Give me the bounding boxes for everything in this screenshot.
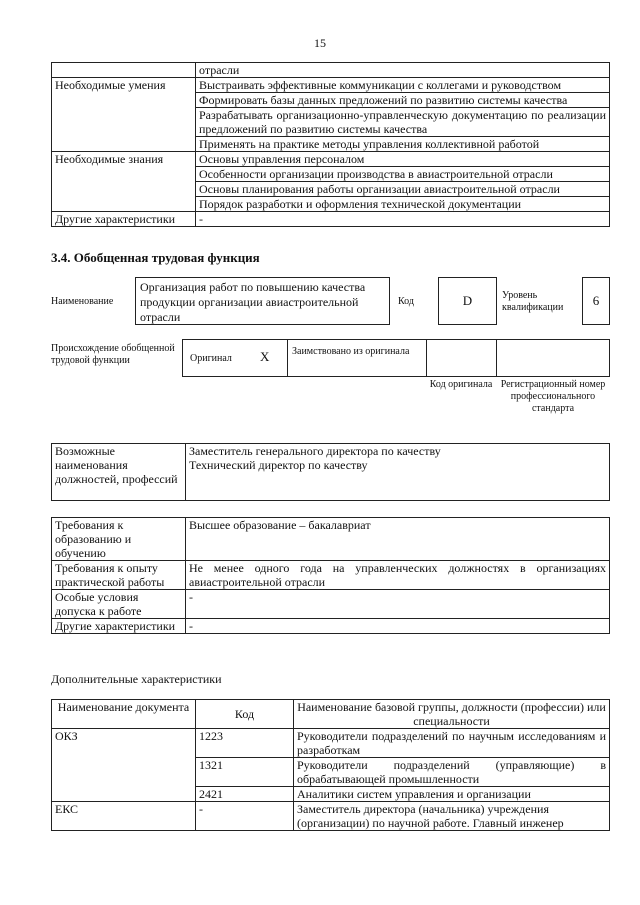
level-box: 6 xyxy=(582,277,610,325)
row-label: Необходимые знания xyxy=(52,152,196,212)
table-row xyxy=(52,444,610,501)
requirements-table xyxy=(51,517,610,634)
header-doc: Наименование документа xyxy=(52,700,196,729)
table-row xyxy=(52,590,610,619)
additional-title: Дополнительные характеристики xyxy=(51,672,222,686)
row-value: - xyxy=(186,590,610,619)
name-label: Наименование xyxy=(51,296,114,307)
row-value: Основы управления персоналом xyxy=(196,152,610,167)
row-value: - xyxy=(196,212,610,227)
row-value: Разрабатывать организационно-управленческую документацию по реализации предложений по развитию системы качества xyxy=(196,108,610,137)
table-header-row xyxy=(52,700,610,729)
origin-divider xyxy=(426,339,427,377)
row-label: Требования к опыту практической работы xyxy=(52,561,186,590)
table-row xyxy=(52,561,610,590)
row-value: Не менее одного года на управленческих должностях в организациях авиастроительной отрасли xyxy=(186,561,610,590)
row-value: Применять на практике методы управления коллективной работой xyxy=(196,137,610,152)
code-box: D xyxy=(438,277,497,325)
cell-code: - xyxy=(196,802,294,831)
row-value: - xyxy=(186,619,610,634)
section-title: 3.4. Обобщенная трудовая функция xyxy=(51,250,260,265)
cell-code: 1321 xyxy=(196,758,294,787)
table-row xyxy=(52,729,610,758)
row-label: Необходимые умения xyxy=(52,78,196,152)
code-caption: Код оригинала xyxy=(429,379,493,390)
position-item: Заместитель генерального директора по качеству xyxy=(189,444,441,458)
row-label: Другие характеристики xyxy=(52,212,196,227)
table-row xyxy=(52,152,610,167)
row-label: Особые условия допуска к работе xyxy=(52,590,186,619)
level-label: Уровень квалификации xyxy=(502,290,564,313)
cell-name: Руководители подразделений по научным исследованиям и разработкам xyxy=(294,729,610,758)
table-row xyxy=(52,518,610,561)
cell-name: Руководители подразделений (управляющие) в обрабатывающей промышленности xyxy=(294,758,610,787)
origin-box xyxy=(182,339,610,377)
origin-label: Происхождение обобщенной трудовой функции xyxy=(51,343,175,366)
row-label: Возможные наименования должностей, профессий xyxy=(52,444,186,501)
cell-code: 1223 xyxy=(196,729,294,758)
table-row xyxy=(52,63,610,78)
table-row xyxy=(52,619,610,634)
code-label: Код xyxy=(398,296,414,307)
row-value: Основы планирования работы организации авиастроительной отрасли xyxy=(196,182,610,197)
row-label: Требования к образованию и обучению xyxy=(52,518,186,561)
table-row xyxy=(52,78,610,93)
cell-name: Заместитель директора (начальника) учреждения (организации) по научной работе. Главный инженер xyxy=(294,802,610,831)
additional-table xyxy=(51,699,610,831)
skills-knowledge-table xyxy=(51,62,610,227)
origin-divider xyxy=(496,339,497,377)
original-mark: X xyxy=(260,349,270,364)
cell-doc: ОКЗ xyxy=(52,729,196,802)
cell-code: 2421 xyxy=(196,787,294,802)
borrowed-label: Заимствовано из оригинала xyxy=(292,346,410,357)
origin-divider xyxy=(287,339,288,377)
row-label: Другие характеристики xyxy=(52,619,186,634)
position-item: Технический директор по качеству xyxy=(189,458,368,472)
function-name-box: Организация работ по повышению качества продукции организации авиастроительной отрасли xyxy=(135,277,390,325)
row-label xyxy=(52,63,196,78)
positions-table xyxy=(51,443,610,501)
table-row xyxy=(52,802,610,831)
row-value: Особенности организации производства в авиастроительной отрасли xyxy=(196,167,610,182)
page-number: 15 xyxy=(314,36,326,50)
row-value: Порядок разработки и оформления технической документации xyxy=(196,197,610,212)
row-value: Высшее образование – бакалавриат xyxy=(186,518,610,561)
cell-name: Аналитики систем управления и организации xyxy=(294,787,610,802)
row-value: Выстраивать эффективные коммуникации с коллегами и руководством xyxy=(196,78,610,93)
cell-doc: ЕКС xyxy=(52,802,196,831)
row-value: Формировать базы данных предложений по развитию системы качества xyxy=(196,93,610,108)
row-value xyxy=(186,444,610,501)
original-label: Оригинал xyxy=(190,353,232,364)
reg-caption: Регистрационный номер профессионального стандарта xyxy=(500,379,606,414)
header-code: Код xyxy=(196,700,294,729)
row-value: отрасли xyxy=(196,63,610,78)
table-row xyxy=(52,212,610,227)
header-name: Наименование базовой группы, должности (профессии) или специальности xyxy=(294,700,610,729)
